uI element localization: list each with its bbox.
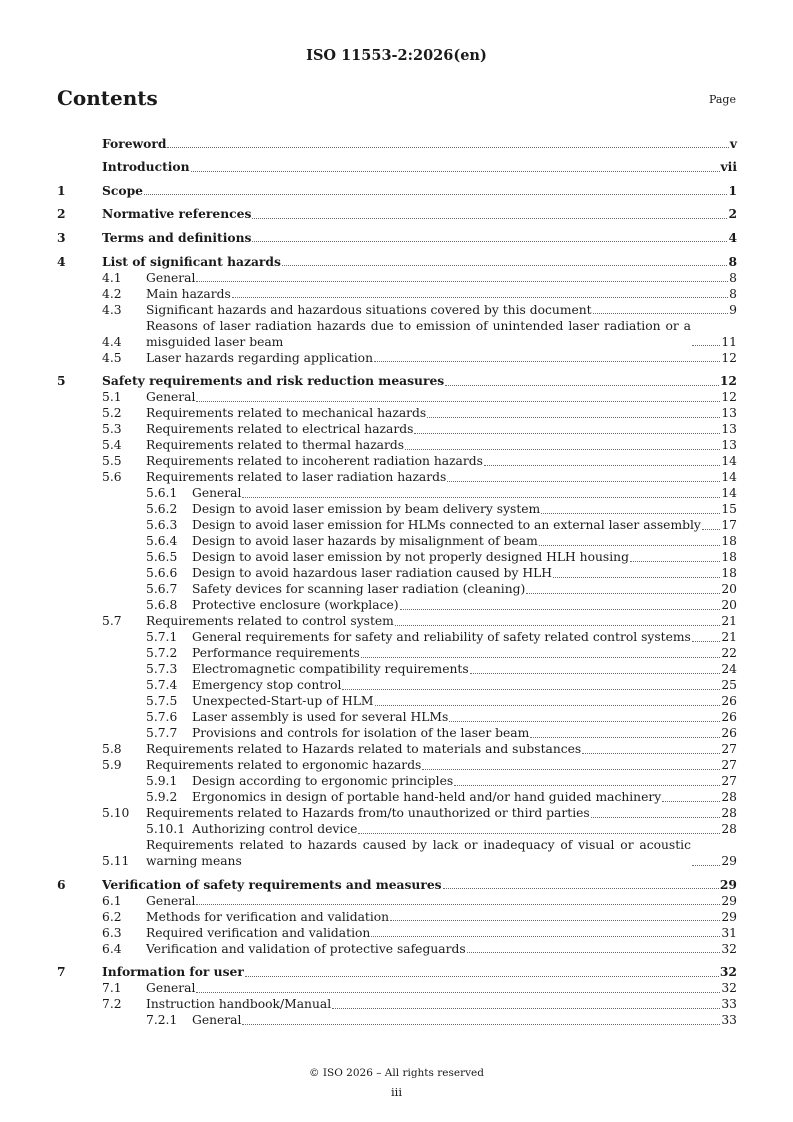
toc-entry[interactable]: [57, 206, 737, 222]
toc-entry[interactable]: [57, 821, 737, 837]
toc-entry-page: 12: [721, 390, 737, 405]
toc-entry[interactable]: [57, 757, 737, 773]
dot-leader: [467, 952, 721, 953]
toc-entry[interactable]: [57, 741, 737, 757]
toc-entry[interactable]: [57, 270, 737, 286]
toc-entry-number: 5.6.3: [146, 518, 178, 533]
toc-entry-title: Requirements related to control system: [146, 614, 394, 629]
toc-entry-page: 29: [721, 909, 737, 924]
dot-leader: [282, 265, 728, 266]
dot-leader: [358, 833, 720, 834]
toc-entry-number: 5.7.1: [146, 630, 178, 645]
toc-entry-number: 3: [57, 229, 66, 245]
document-id-header: ISO 11553-2:2026(en): [306, 47, 487, 64]
toc-entry-page: 29: [721, 893, 737, 908]
toc-entry-page: 29: [719, 876, 737, 892]
dot-leader: [395, 625, 721, 626]
toc-entry[interactable]: [57, 159, 737, 175]
toc-entry[interactable]: [57, 597, 737, 613]
toc-entry-number: 4.4: [102, 334, 122, 349]
table-of-contents: [57, 128, 737, 1028]
dot-leader: [342, 689, 720, 690]
toc-entry-page: 17: [721, 518, 737, 533]
contents-heading: Contents: [57, 86, 158, 110]
toc-entry-title: Requirements related to ergonomic hazards: [146, 758, 422, 773]
toc-entry-title: General requirements for safety and reliability of safety related control systems: [192, 630, 691, 645]
toc-entry-page: 20: [721, 598, 737, 613]
toc-entry-title: Verification and validation of protective safeguards: [146, 941, 466, 956]
toc-entry-number: 5.9: [102, 758, 122, 773]
dot-leader: [692, 345, 720, 346]
dot-leader: [196, 401, 720, 402]
toc-entry-title: General: [146, 893, 196, 908]
toc-entry-page: 21: [721, 630, 737, 645]
toc-entry[interactable]: [57, 254, 737, 270]
toc-entry-number: 5.8: [102, 742, 122, 757]
toc-entry-page: 13: [721, 438, 737, 453]
toc-entry-title: Terms and definitions: [102, 229, 252, 245]
toc-entry-title: Design to avoid laser emission by not properly designed HLH housing: [192, 550, 629, 565]
toc-entry-title: General: [192, 486, 242, 501]
toc-entry-title: Design to avoid laser emission by beam delivery system: [192, 502, 541, 517]
toc-entry-title: Main hazards: [146, 286, 231, 301]
toc-entry-title: Requirements related to thermal hazards: [146, 438, 405, 453]
toc-entry-page: 8: [728, 253, 737, 269]
toc-entry-number: 5.6: [102, 470, 122, 485]
dot-leader: [702, 529, 720, 530]
toc-entry-page: 12: [719, 373, 737, 389]
toc-entry[interactable]: [57, 485, 737, 501]
toc-entry-title: Reasons of laser radiation hazards due to emission of unintended laser radiation or a misguided laser beam: [146, 318, 691, 349]
toc-entry-page: 28: [721, 822, 737, 837]
toc-entry-page: 8: [729, 286, 737, 301]
toc-entry-title: Foreword: [102, 135, 167, 151]
toc-entry-number: 7.1: [102, 981, 122, 996]
dot-leader: [470, 673, 721, 674]
dot-leader: [390, 920, 720, 921]
toc-entry[interactable]: [57, 996, 737, 1012]
dot-leader: [449, 721, 720, 722]
toc-entry-number: 5.6.4: [146, 534, 178, 549]
toc-entry-page: 12: [721, 350, 737, 365]
toc-entry[interactable]: [57, 302, 737, 318]
toc-entry-page: 27: [721, 774, 737, 789]
toc-entry-title: Laser assembly is used for several HLMs: [192, 710, 449, 725]
toc-entry-title: General: [146, 390, 196, 405]
toc-entry[interactable]: [57, 230, 737, 246]
toc-entry-number: 5.6.8: [146, 598, 178, 613]
toc-entry-number: 5.6.1: [146, 486, 178, 501]
dot-leader: [447, 481, 720, 482]
toc-entry[interactable]: [57, 437, 737, 453]
toc-entry-number: 5.5: [102, 454, 122, 469]
dot-leader: [541, 513, 720, 514]
toc-entry-page: 18: [721, 550, 737, 565]
dot-leader: [427, 417, 720, 418]
toc-entry[interactable]: [57, 877, 737, 893]
dot-leader: [454, 785, 720, 786]
toc-entry[interactable]: [57, 925, 737, 941]
toc-entry-title: Performance requirements: [192, 646, 360, 661]
dot-leader: [144, 194, 727, 195]
dot-leader: [692, 641, 720, 642]
toc-entry-title: Design to avoid laser hazards by misalignment of beam: [192, 534, 538, 549]
dot-leader: [422, 769, 720, 770]
toc-entry-number: 5.4: [102, 438, 122, 453]
page-column-label: Page: [708, 93, 736, 106]
toc-entry-title: Laser hazards regarding application: [146, 350, 374, 365]
toc-entry-page: 20: [721, 582, 737, 597]
toc-entry-number: 5.7: [102, 614, 122, 629]
toc-entry-page: 22: [721, 646, 737, 661]
toc-entry[interactable]: [57, 549, 737, 565]
toc-entry[interactable]: [57, 136, 737, 152]
dot-leader: [242, 1024, 720, 1025]
dot-leader: [245, 976, 719, 977]
toc-entry-page: 28: [721, 806, 737, 821]
toc-entry-page: 8: [729, 270, 737, 285]
toc-entry-number: 4.3: [102, 302, 122, 317]
dot-leader: [539, 545, 721, 546]
toc-entry[interactable]: [57, 629, 737, 645]
dot-leader: [400, 609, 721, 610]
toc-entry[interactable]: [57, 893, 737, 909]
toc-entry[interactable]: [57, 389, 737, 405]
toc-entry[interactable]: [57, 725, 737, 741]
dot-leader: [445, 385, 719, 386]
toc-entry-number: 5.2: [102, 406, 122, 421]
toc-entry-number: 5.9.2: [146, 790, 178, 805]
toc-entry-title: Requirements related to laser radiation hazards: [146, 470, 447, 485]
dot-leader: [242, 497, 720, 498]
toc-entry-number: 6: [57, 876, 66, 892]
toc-entry-page: 15: [721, 502, 737, 517]
toc-entry-page: 32: [719, 964, 737, 980]
toc-entry-page: 28: [721, 790, 737, 805]
toc-entry[interactable]: [57, 421, 737, 437]
toc-entry-page: 32: [721, 981, 737, 996]
toc-entry-page: 25: [721, 678, 737, 693]
toc-entry-number: 5: [57, 373, 66, 389]
toc-entry[interactable]: [57, 837, 737, 869]
toc-entry-title: General: [146, 270, 196, 285]
dot-leader: [484, 465, 720, 466]
toc-entry[interactable]: [57, 964, 737, 980]
toc-entry-title: Requirements related to electrical hazards: [146, 422, 414, 437]
dot-leader: [405, 449, 720, 450]
toc-entry-title: Introduction: [102, 159, 190, 175]
toc-entry[interactable]: [57, 350, 737, 366]
toc-entry-number: 6.1: [102, 893, 122, 908]
toc-entry-page: v: [729, 135, 737, 151]
toc-entry-page: 14: [721, 486, 737, 501]
toc-entry-title: Scope: [102, 182, 143, 198]
toc-entry[interactable]: [57, 661, 737, 677]
toc-entry[interactable]: [57, 909, 737, 925]
toc-entry-number: 7: [57, 964, 66, 980]
toc-entry-title: Methods for verification and validation: [146, 909, 390, 924]
toc-entry-page: 18: [721, 534, 737, 549]
dot-leader: [692, 865, 720, 866]
toc-entry[interactable]: [57, 373, 737, 389]
toc-entry-number: 5.6.6: [146, 566, 178, 581]
dot-leader: [196, 904, 720, 905]
toc-entry-page: 31: [721, 925, 737, 940]
toc-entry-title: Requirements related to mechanical hazards: [146, 406, 427, 421]
toc-entry[interactable]: [57, 941, 737, 957]
dot-leader: [593, 313, 729, 314]
toc-entry[interactable]: [57, 453, 737, 469]
toc-entry[interactable]: [57, 469, 737, 485]
toc-entry[interactable]: [57, 693, 737, 709]
toc-entry-number: 5.1: [102, 390, 122, 405]
dot-leader: [662, 801, 720, 802]
toc-entry-number: 5.10.1: [146, 822, 186, 837]
toc-entry-number: 4.1: [102, 270, 122, 285]
toc-entry[interactable]: [57, 581, 737, 597]
toc-entry-number: 6.2: [102, 909, 122, 924]
dot-leader: [196, 281, 728, 282]
toc-entry[interactable]: [57, 980, 737, 996]
toc-entry-number: 5.9.1: [146, 774, 178, 789]
page-number: iii: [390, 1085, 403, 1099]
toc-entry-page: 18: [721, 566, 737, 581]
toc-entry-number: 4.2: [102, 286, 122, 301]
toc-entry-title: Design to avoid hazardous laser radiation caused by HLH: [192, 566, 553, 581]
dot-leader: [232, 297, 728, 298]
toc-entry-title: Instruction handbook/Manual: [146, 997, 332, 1012]
toc-entry-number: 5.7.3: [146, 662, 178, 677]
dot-leader: [196, 992, 720, 993]
toc-entry[interactable]: [57, 645, 737, 661]
toc-entry-title: Significant hazards and hazardous situations covered by this document: [146, 302, 592, 317]
toc-entry-page: 11: [721, 334, 737, 349]
dot-leader: [371, 936, 720, 937]
toc-entry-title: General: [192, 1013, 242, 1028]
toc-entry-number: 4: [57, 253, 66, 269]
toc-entry[interactable]: [57, 1012, 737, 1028]
dot-leader: [630, 561, 720, 562]
dot-leader: [375, 705, 721, 706]
toc-entry-page: 14: [721, 470, 737, 485]
toc-entry-number: 7.2: [102, 997, 122, 1012]
dot-leader: [252, 241, 727, 242]
toc-entry-page: 29: [721, 854, 737, 869]
toc-entry-page: 24: [721, 662, 737, 677]
toc-entry[interactable]: [57, 286, 737, 302]
dot-leader: [553, 577, 720, 578]
dot-leader: [591, 817, 721, 818]
toc-entry-number: 5.3: [102, 422, 122, 437]
dot-leader: [332, 1008, 720, 1009]
toc-entry[interactable]: [57, 613, 737, 629]
toc-entry[interactable]: [57, 517, 737, 533]
toc-entry[interactable]: [57, 677, 737, 693]
toc-entry[interactable]: [57, 773, 737, 789]
toc-entry-number: 5.7.5: [146, 694, 178, 709]
toc-entry-number: 5.7.7: [146, 726, 178, 741]
toc-entry-title: Required verification and validation: [146, 925, 371, 940]
toc-entry-page: vii: [720, 159, 737, 175]
toc-entry-title: Protective enclosure (workplace): [192, 598, 399, 613]
toc-entry-page: 27: [721, 742, 737, 757]
dot-leader: [361, 657, 721, 658]
toc-entry-title: Safety requirements and risk reduction measures: [102, 373, 445, 389]
toc-entry[interactable]: [57, 405, 737, 421]
toc-entry-title: Authorizing control device: [192, 822, 358, 837]
dot-leader: [530, 737, 720, 738]
toc-entry[interactable]: [57, 565, 737, 581]
toc-entry-title: Unexpected-Start-up of HLM: [192, 694, 374, 709]
toc-entry-page: 2: [728, 206, 737, 222]
toc-entry-number: 5.11: [102, 854, 130, 869]
toc-entry-title: Verification of safety requirements and measures: [102, 876, 442, 892]
toc-entry[interactable]: [57, 318, 737, 350]
toc-entry-page: 26: [721, 710, 737, 725]
dot-leader: [252, 218, 727, 219]
dot-leader: [582, 753, 720, 754]
toc-entry-title: Requirements related to hazards caused by lack or inadequacy of visual or acoustic warning means: [146, 838, 691, 869]
dot-leader: [526, 593, 720, 594]
toc-entry-page: 13: [721, 406, 737, 421]
toc-entry-title: Requirements related to Hazards from/to unauthorized or third parties: [146, 806, 590, 821]
toc-entry-number: 1: [57, 182, 66, 198]
toc-entry-title: Provisions and controls for isolation of the laser beam: [192, 726, 530, 741]
toc-entry-number: 5.6.2: [146, 502, 178, 517]
toc-entry-page: 9: [729, 302, 737, 317]
toc-entry-page: 4: [728, 229, 737, 245]
toc-entry-page: 13: [721, 422, 737, 437]
toc-entry-title: Normative references: [102, 206, 252, 222]
toc-entry-title: Information for user: [102, 964, 244, 980]
toc-entry[interactable]: [57, 805, 737, 821]
toc-entry-page: 33: [721, 1013, 737, 1028]
toc-entry-title: Safety devices for scanning laser radiation (cleaning): [192, 582, 526, 597]
toc-entry-title: Emergency stop control: [192, 678, 342, 693]
toc-entry[interactable]: [57, 709, 737, 725]
dot-leader: [374, 361, 720, 362]
toc-entry-page: 26: [721, 694, 737, 709]
toc-entry-title: Ergonomics in design of portable hand-held and/or hand guided machinery: [192, 790, 662, 805]
dot-leader: [443, 888, 719, 889]
toc-entry-title: Design according to ergonomic principles: [192, 774, 454, 789]
toc-entry[interactable]: [57, 789, 737, 805]
toc-entry-title: Electromagnetic compatibility requirements: [192, 662, 469, 677]
toc-entry-number: 2: [57, 206, 66, 222]
toc-entry[interactable]: [57, 533, 737, 549]
toc-entry-page: 1: [728, 182, 737, 198]
copyright-notice: © ISO 2026 – All rights reserved: [309, 1067, 484, 1079]
toc-entry-page: 14: [721, 454, 737, 469]
toc-entry-page: 27: [721, 758, 737, 773]
toc-entry-number: 6.3: [102, 925, 122, 940]
toc-entry-number: 4.5: [102, 350, 122, 365]
toc-entry-title: Design to avoid laser emission for HLMs connected to an external laser assembly: [192, 518, 701, 533]
toc-entry[interactable]: [57, 183, 737, 199]
toc-entry[interactable]: [57, 501, 737, 517]
dot-leader: [191, 171, 720, 172]
toc-entry-number: 5.6.7: [146, 582, 178, 597]
toc-entry-number: 5.10: [102, 806, 130, 821]
toc-entry-number: 7.2.1: [146, 1013, 178, 1028]
dot-leader: [167, 147, 728, 148]
toc-entry-title: List of significant hazards: [102, 253, 281, 269]
toc-entry-title: General: [146, 981, 196, 996]
toc-entry-page: 26: [721, 726, 737, 741]
toc-entry-title: Requirements related to incoherent radiation hazards: [146, 454, 483, 469]
toc-entry-number: 6.4: [102, 941, 122, 956]
toc-entry-number: 5.7.6: [146, 710, 178, 725]
toc-entry-title: Requirements related to Hazards related to materials and substances: [146, 742, 582, 757]
toc-entry-page: 32: [721, 941, 737, 956]
dot-leader: [414, 433, 720, 434]
toc-entry-number: 5.7.4: [146, 678, 178, 693]
toc-entry-number: 5.6.5: [146, 550, 178, 565]
toc-entry-number: 5.7.2: [146, 646, 178, 661]
toc-entry-page: 33: [721, 997, 737, 1012]
toc-entry-page: 21: [721, 614, 737, 629]
